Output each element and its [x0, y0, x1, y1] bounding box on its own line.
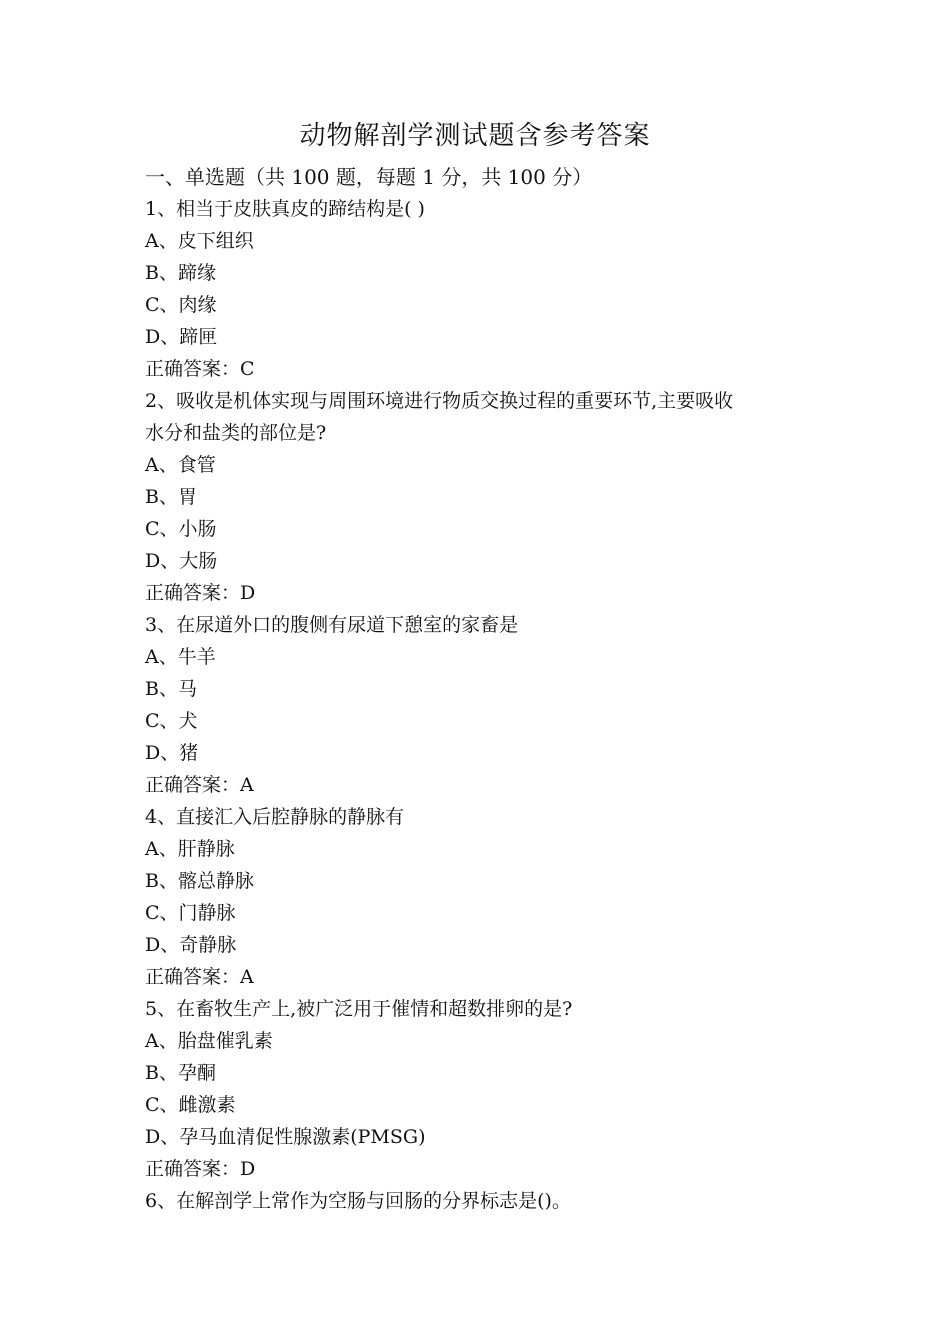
option-d: D、猪 [145, 742, 199, 764]
option-a: A、牛羊 [145, 646, 216, 668]
option-b: B、髂总静脉 [145, 870, 254, 892]
correct-answer: 正确答案：D [145, 582, 256, 604]
option-b: B、马 [145, 678, 197, 700]
option-c: C、门静脉 [145, 902, 236, 924]
question-stem: 3、在尿道外口的腹侧有尿道下憩室的家畜是 [145, 614, 519, 636]
question-stem-continued: 水分和盐类的部位是? [145, 422, 327, 444]
question-stem: 1、相当于皮肤真皮的蹄结构是( ) [145, 198, 425, 220]
question-stem: 4、直接汇入后腔静脉的静脉有 [145, 806, 405, 828]
option-a: A、肝静脉 [145, 838, 235, 860]
correct-answer: 正确答案：A [145, 774, 254, 796]
option-d: D、奇静脉 [145, 934, 237, 956]
document-content [145, 161, 825, 1217]
question-stem: 5、在畜牧生产上,被广泛用于催情和超数排卵的是? [145, 998, 573, 1020]
question-block [145, 385, 825, 609]
option-b: B、蹄缘 [145, 262, 216, 284]
option-a: A、皮下组织 [145, 230, 254, 252]
question-block [145, 609, 825, 801]
option-b: B、胃 [145, 486, 197, 508]
question-block [145, 993, 825, 1185]
correct-answer: 正确答案：A [145, 966, 254, 988]
option-a: A、胎盘催乳素 [145, 1030, 273, 1052]
question-stem: 2、吸收是机体实现与周围环境进行物质交换过程的重要环节,主要吸收 [145, 390, 734, 412]
option-a: A、食管 [145, 454, 216, 476]
option-b: B、孕酮 [145, 1062, 216, 1084]
section-heading: 一、单选题（共 100 题，每题 1 分，共 100 分） [145, 165, 593, 189]
document-title: 动物解剖学测试题含参考答案 [299, 121, 651, 151]
question-block [145, 1185, 825, 1217]
question-block [145, 193, 825, 385]
option-c: C、犬 [145, 710, 198, 732]
correct-answer: 正确答案：D [145, 1158, 256, 1180]
option-c: C、雌激素 [145, 1094, 236, 1116]
option-d: D、蹄匣 [145, 326, 218, 348]
option-d: D、孕马血清促性腺激素(PMSG) [145, 1126, 426, 1148]
option-c: C、肉缘 [145, 294, 217, 316]
question-stem: 6、在解剖学上常作为空肠与回肠的分界标志是()。 [145, 1190, 571, 1212]
correct-answer: 正确答案：C [145, 358, 255, 380]
option-d: D、大肠 [145, 550, 218, 572]
option-c: C、小肠 [145, 518, 217, 540]
question-block [145, 801, 825, 993]
